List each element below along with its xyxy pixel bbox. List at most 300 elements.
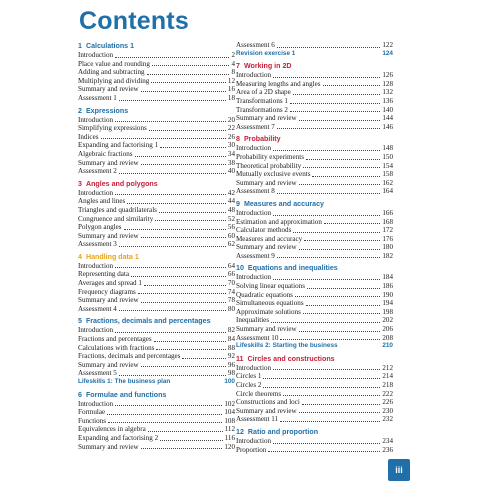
entry-page-number: 44 xyxy=(227,197,235,206)
toc-entry[interactable] xyxy=(236,226,393,235)
dot-leader xyxy=(141,302,226,303)
toc-entry[interactable] xyxy=(78,434,235,443)
toc-entry[interactable] xyxy=(78,361,235,370)
entry-title: Place value and rounding xyxy=(78,59,150,68)
entry-title: Expanding and factorising 2 xyxy=(78,433,159,442)
toc-entry[interactable] xyxy=(236,106,393,115)
entry-page-number: 236 xyxy=(382,445,393,454)
dot-leader xyxy=(299,249,381,250)
dot-leader xyxy=(280,339,380,340)
toc-entry[interactable] xyxy=(236,170,393,179)
entry-title: Circles 1 xyxy=(236,372,262,381)
chapter-title: Equations and inequalities xyxy=(247,264,338,273)
entry-page-number: 22 xyxy=(227,124,235,133)
chapter-title: Circles and constructions xyxy=(247,354,335,363)
chapter-heading[interactable] xyxy=(236,134,393,144)
toc-entry[interactable] xyxy=(236,390,393,399)
entry-title: Averages and spread 1 xyxy=(78,279,142,288)
entry-page-number: 56 xyxy=(227,223,235,232)
entry-title: Approximate solutions xyxy=(236,307,301,316)
toc-entry[interactable] xyxy=(78,270,235,279)
entry-title: Summary and review xyxy=(236,325,297,334)
chapter-number: 12 xyxy=(236,427,244,436)
dot-leader xyxy=(277,257,381,258)
toc-entry[interactable] xyxy=(78,150,235,159)
chapter-section xyxy=(236,41,393,58)
entry-page-number: 206 xyxy=(382,325,393,334)
entry-page-number: 176 xyxy=(382,234,393,243)
entry-title: Transformations 2 xyxy=(236,105,288,114)
toc-entry[interactable] xyxy=(78,344,235,353)
dot-leader xyxy=(144,285,226,286)
entry-title: Introduction xyxy=(78,188,114,197)
entry-page-number: 232 xyxy=(382,415,393,424)
toc-entry[interactable] xyxy=(236,218,393,227)
entry-title: Introduction xyxy=(236,273,272,282)
dot-leader xyxy=(127,203,226,204)
dot-leader xyxy=(148,431,223,432)
dot-leader xyxy=(159,212,226,213)
dot-leader xyxy=(108,422,222,423)
toc-entry[interactable] xyxy=(78,288,235,297)
chapter-section xyxy=(236,354,393,424)
chapter-section xyxy=(236,263,393,350)
entry-title: Calculations with fractions xyxy=(78,343,155,352)
toc-entry[interactable] xyxy=(78,116,235,125)
toc-entry[interactable] xyxy=(78,232,235,241)
toc-entry[interactable] xyxy=(78,408,235,417)
toc-entry[interactable] xyxy=(78,94,235,103)
entry-title: Algebraic fractions xyxy=(78,149,133,158)
dot-leader xyxy=(324,223,380,224)
toc-entry[interactable] xyxy=(78,369,235,378)
chapter-heading[interactable] xyxy=(236,61,393,71)
entry-title: Fractions, decimals and percentages xyxy=(78,352,181,361)
toc-entry[interactable] xyxy=(78,443,235,452)
toc-entry[interactable] xyxy=(236,162,393,171)
toc-entry[interactable] xyxy=(236,179,393,188)
dot-leader xyxy=(268,451,380,452)
toc-entry[interactable] xyxy=(236,299,393,308)
toc-entry[interactable] xyxy=(236,187,393,196)
toc-entry[interactable] xyxy=(236,88,393,97)
entry-title: Summary and review xyxy=(236,178,297,187)
dot-leader xyxy=(277,47,381,48)
dot-leader xyxy=(141,237,226,238)
entry-title: Assessment 1 xyxy=(78,93,117,102)
toc-entry[interactable] xyxy=(78,189,235,198)
entry-title: Assessment 6 xyxy=(236,41,275,49)
toc-entry[interactable] xyxy=(236,252,393,261)
entry-title: Assessment 9 xyxy=(236,251,275,260)
entry-title: Summary and review xyxy=(236,243,297,252)
entry-title: Theoretical probability xyxy=(236,161,302,170)
dot-leader xyxy=(160,440,222,441)
chapter-heading[interactable] xyxy=(236,263,393,273)
entry-title: Assessment 7 xyxy=(236,122,275,131)
entry-title: Summary and review xyxy=(78,296,139,305)
chapter-title: Ratio and proportion xyxy=(247,427,319,436)
contents-left-column xyxy=(78,41,235,453)
entry-title: Multiplying and dividing xyxy=(78,76,150,85)
toc-entry[interactable] xyxy=(78,400,235,409)
entry-page-number: 164 xyxy=(382,187,393,196)
entry-title: Quadratic equations xyxy=(236,290,293,299)
toc-entry[interactable] xyxy=(78,167,235,176)
dot-leader xyxy=(115,121,226,122)
dot-leader xyxy=(273,150,380,151)
entry-page-number: 150 xyxy=(382,152,393,161)
toc-entry[interactable] xyxy=(236,114,393,123)
chapter-number: 3 xyxy=(78,179,82,188)
entry-title: Inequalities xyxy=(236,316,270,325)
toc-entry[interactable] xyxy=(236,209,393,218)
dot-leader xyxy=(138,293,226,294)
dot-leader xyxy=(323,85,381,86)
page-title: Contents xyxy=(79,7,189,35)
entry-page-number: 154 xyxy=(382,161,393,170)
toc-entry[interactable] xyxy=(78,133,235,142)
toc-entry[interactable] xyxy=(236,415,393,424)
entry-page-number: 40 xyxy=(227,167,235,176)
entry-title: Representing data xyxy=(78,270,130,279)
chapter-title: Handling data 1 xyxy=(85,252,139,261)
toc-entry[interactable] xyxy=(236,243,393,252)
dot-leader xyxy=(119,375,226,376)
entry-page-number: 146 xyxy=(382,122,393,131)
entry-title: Circle theorems xyxy=(236,389,282,398)
entry-title: Equivalences in algebra xyxy=(78,425,146,434)
dot-leader xyxy=(101,138,226,139)
entry-title: Area of a 2D shape xyxy=(236,88,291,97)
dot-leader xyxy=(115,332,226,333)
dot-leader xyxy=(273,443,380,444)
toc-entry[interactable] xyxy=(78,296,235,305)
entry-page-number: 12 xyxy=(227,76,235,85)
entry-title: Summary and review xyxy=(236,114,297,123)
dot-leader xyxy=(119,100,226,101)
dot-leader xyxy=(290,111,380,112)
dot-leader xyxy=(312,176,380,177)
toc-entry[interactable] xyxy=(236,80,393,89)
entry-page-number: 148 xyxy=(382,144,393,153)
toc-entry[interactable] xyxy=(78,352,235,361)
toc-entry[interactable] xyxy=(236,407,393,416)
entry-page-number: 62 xyxy=(227,240,235,249)
dot-leader xyxy=(280,421,380,422)
toc-entry[interactable] xyxy=(236,153,393,162)
toc-entry[interactable] xyxy=(78,159,235,168)
toc-entry[interactable] xyxy=(78,60,235,69)
dot-leader xyxy=(154,341,226,342)
dot-leader xyxy=(141,164,226,165)
entry-title: Assessment 4 xyxy=(78,304,117,313)
toc-entry[interactable] xyxy=(78,262,235,271)
entry-page-number: 194 xyxy=(382,299,393,308)
entry-page-number: 84 xyxy=(227,335,235,344)
chapter-title: Working in 2D xyxy=(243,62,292,71)
toc-entry[interactable] xyxy=(78,215,235,224)
entry-page-number: 34 xyxy=(227,149,235,158)
chapter-title: Calculations 1 xyxy=(85,42,135,50)
dot-leader xyxy=(299,412,381,413)
special-section-link[interactable] xyxy=(236,50,393,59)
entry-page-number: 26 xyxy=(227,132,235,141)
entry-title: Proportion xyxy=(236,445,267,454)
toc-entry[interactable] xyxy=(78,305,235,314)
entry-title: Assessment 11 xyxy=(236,415,279,424)
entry-page-number: 186 xyxy=(382,282,393,291)
entry-page-number: 18 xyxy=(227,93,235,102)
entry-title: Calculator methods xyxy=(236,226,292,235)
chapter-heading[interactable] xyxy=(236,427,393,437)
dot-leader xyxy=(306,305,381,306)
toc-entry[interactable] xyxy=(236,325,393,334)
toc-entry[interactable] xyxy=(78,197,235,206)
entry-title: Angles and lines xyxy=(78,197,126,206)
toc-entry[interactable] xyxy=(236,273,393,282)
entry-page-number: 96 xyxy=(227,360,235,369)
entry-page-number: 128 xyxy=(382,79,393,88)
dot-leader xyxy=(182,358,225,359)
entry-title: Introduction xyxy=(236,208,272,217)
chapter-title: Probability xyxy=(243,135,281,144)
dot-leader xyxy=(156,349,225,350)
chapter-number: 7 xyxy=(236,62,240,71)
entry-page-number: 30 xyxy=(227,141,235,150)
entry-page-number: 136 xyxy=(382,96,393,105)
chapter-heading[interactable] xyxy=(78,390,235,400)
dot-leader xyxy=(302,404,381,405)
entry-page-number: 126 xyxy=(382,71,393,80)
chapter-number: 8 xyxy=(236,135,240,144)
toc-entry[interactable] xyxy=(236,372,393,381)
special-section-link[interactable] xyxy=(78,378,235,387)
entry-page-number: 210 xyxy=(382,342,393,350)
dot-leader xyxy=(147,74,230,75)
toc-entry[interactable] xyxy=(236,235,393,244)
dot-leader xyxy=(263,387,380,388)
dot-leader xyxy=(273,369,380,370)
toc-entry[interactable] xyxy=(236,282,393,291)
dot-leader xyxy=(273,279,380,280)
chapter-section xyxy=(236,134,393,196)
dot-leader xyxy=(290,103,380,104)
chapter-section xyxy=(78,179,235,249)
dot-leader xyxy=(141,91,226,92)
entry-page-number: 52 xyxy=(227,214,235,223)
entry-title: Congruence and similarity xyxy=(78,214,154,223)
chapter-section xyxy=(236,61,393,131)
entry-title: Circles 2 xyxy=(236,381,262,389)
dot-leader xyxy=(115,405,222,406)
dot-leader xyxy=(303,313,381,314)
toc-entry[interactable] xyxy=(78,85,235,94)
entry-title: Triangles and quadrilaterals xyxy=(78,205,157,214)
entry-title: Introduction xyxy=(78,115,114,124)
toc-entry[interactable] xyxy=(236,381,393,390)
chapter-heading[interactable] xyxy=(236,354,393,364)
entry-title: Assessment 8 xyxy=(236,187,275,196)
entry-page-number: 190 xyxy=(382,290,393,299)
toc-entry[interactable] xyxy=(236,316,393,325)
entry-page-number: 212 xyxy=(382,363,393,372)
toc-entry[interactable] xyxy=(78,68,235,77)
entry-page-number: 102 xyxy=(224,399,235,408)
entry-page-number: 80 xyxy=(227,304,235,313)
chapter-section xyxy=(78,252,235,314)
special-section-link[interactable] xyxy=(236,342,393,351)
entry-title: Simplifying expressions xyxy=(78,124,147,133)
entry-page-number: 98 xyxy=(227,369,235,378)
entry-page-number: 104 xyxy=(224,408,235,417)
toc-entry[interactable] xyxy=(78,425,235,434)
entry-page-number: 166 xyxy=(382,208,393,217)
chapter-heading[interactable] xyxy=(78,316,235,326)
entry-page-number: 66 xyxy=(227,270,235,279)
entry-title: Functions xyxy=(78,416,106,425)
entry-page-number: 168 xyxy=(382,217,393,226)
entry-title: Measuring lengths and angles xyxy=(236,79,321,88)
chapter-title: Measures and accuracy xyxy=(243,199,325,208)
dot-leader xyxy=(124,229,226,230)
toc-entry[interactable] xyxy=(236,123,393,132)
entry-title: Polygon angles xyxy=(78,223,122,232)
entry-title: Summary and review xyxy=(78,158,139,167)
entry-page-number: 182 xyxy=(382,251,393,260)
chapter-number: 4 xyxy=(78,252,82,261)
toc-entry[interactable] xyxy=(78,417,235,426)
chapter-heading[interactable] xyxy=(78,106,235,116)
entry-title: Formulae xyxy=(78,408,106,417)
entry-title: Introduction xyxy=(78,326,114,335)
entry-title: Simultaneous equations xyxy=(236,299,304,308)
dot-leader xyxy=(107,414,222,415)
entry-title: Summary and review xyxy=(78,442,139,451)
toc-entry[interactable] xyxy=(236,97,393,106)
entry-title: Introduction xyxy=(236,436,272,445)
entry-page-number: 116 xyxy=(224,433,235,442)
dot-leader xyxy=(271,322,380,323)
entry-title: Probability experiments xyxy=(236,152,304,161)
entry-page-number: 120 xyxy=(224,442,235,451)
toc-entry[interactable] xyxy=(78,279,235,288)
dot-leader xyxy=(307,288,380,289)
toc-entry[interactable] xyxy=(78,240,235,249)
toc-entry[interactable] xyxy=(236,41,393,50)
entry-title: Revision exercise 1 xyxy=(236,49,296,57)
entry-page-number: 64 xyxy=(227,261,235,270)
toc-entry[interactable] xyxy=(236,291,393,300)
chapter-section xyxy=(236,427,393,454)
toc-entry[interactable] xyxy=(236,437,393,446)
entry-title: Lifeskills 1: The business plan xyxy=(78,378,171,385)
dot-leader xyxy=(277,193,381,194)
toc-entry[interactable] xyxy=(236,398,393,407)
entry-title: Assessment 2 xyxy=(78,167,117,176)
entry-title: Introduction xyxy=(78,399,114,408)
dot-leader xyxy=(304,240,380,241)
entry-page-number: 8 xyxy=(231,68,235,77)
entry-title: Assessment 10 xyxy=(236,333,279,342)
entry-page-number: 2 xyxy=(231,51,235,59)
toc-entry[interactable] xyxy=(236,144,393,153)
toc-entry[interactable] xyxy=(78,141,235,150)
dot-leader xyxy=(141,366,226,367)
entry-page-number: 184 xyxy=(382,273,393,282)
dot-leader xyxy=(295,296,380,297)
chapter-number: 1 xyxy=(78,42,82,50)
entry-title: Fractions and percentages xyxy=(78,335,152,344)
toc-entry[interactable] xyxy=(78,206,235,215)
chapter-heading[interactable] xyxy=(236,199,393,209)
chapter-section xyxy=(78,41,235,103)
entry-title: Assessment 3 xyxy=(78,240,117,249)
entry-page-number: 202 xyxy=(382,316,393,325)
chapter-heading[interactable] xyxy=(78,41,235,51)
dot-leader xyxy=(135,156,226,157)
toc-entry[interactable] xyxy=(78,124,235,133)
toc-entry[interactable] xyxy=(236,334,393,343)
dot-leader xyxy=(119,310,226,311)
toc-entry[interactable] xyxy=(78,335,235,344)
dot-leader xyxy=(299,120,381,121)
dot-leader xyxy=(263,378,380,379)
dot-leader xyxy=(131,276,226,277)
toc-entry[interactable] xyxy=(78,223,235,232)
dot-leader xyxy=(273,77,380,78)
chapter-section xyxy=(78,316,235,386)
entry-page-number: 124 xyxy=(382,49,393,57)
entry-title: Introduction xyxy=(236,71,272,80)
chapter-title: Fractions, decimals and percentages xyxy=(85,317,211,326)
entry-page-number: 4 xyxy=(231,59,235,68)
dot-leader xyxy=(151,82,226,83)
entry-title: Mutually exclusive events xyxy=(236,170,311,179)
entry-page-number: 78 xyxy=(227,296,235,305)
entry-title: Introduction xyxy=(78,261,114,270)
toc-entry[interactable] xyxy=(236,71,393,80)
dot-leader xyxy=(293,232,380,233)
entry-title: Summary and review xyxy=(78,360,139,369)
chapter-number: 6 xyxy=(78,390,82,399)
entry-page-number: 208 xyxy=(382,333,393,342)
dot-leader xyxy=(115,194,226,195)
toc-entry[interactable] xyxy=(236,364,393,373)
entry-title: Expanding and factorising 1 xyxy=(78,141,159,150)
chapter-section xyxy=(78,390,235,452)
entry-page-number: 234 xyxy=(382,436,393,445)
toc-entry[interactable] xyxy=(78,51,235,60)
entry-title: Constructions and loci xyxy=(236,398,300,407)
entry-title: Lifeskills 2: Starting the business xyxy=(236,342,338,350)
dot-leader xyxy=(299,331,381,332)
entry-title: Transformations 1 xyxy=(236,96,288,105)
chapter-heading[interactable] xyxy=(78,252,235,262)
dot-leader xyxy=(155,220,226,221)
dot-leader xyxy=(149,130,226,131)
entry-page-number: 20 xyxy=(227,115,235,124)
entry-page-number: 74 xyxy=(227,287,235,296)
toc-entry[interactable] xyxy=(236,446,393,455)
entry-page-number: 42 xyxy=(227,188,235,197)
chapter-section xyxy=(78,106,235,176)
toc-entry[interactable] xyxy=(78,326,235,335)
toc-entry[interactable] xyxy=(236,308,393,317)
toc-entry[interactable] xyxy=(78,77,235,86)
chapter-heading[interactable] xyxy=(78,179,235,189)
dot-leader xyxy=(115,57,229,58)
